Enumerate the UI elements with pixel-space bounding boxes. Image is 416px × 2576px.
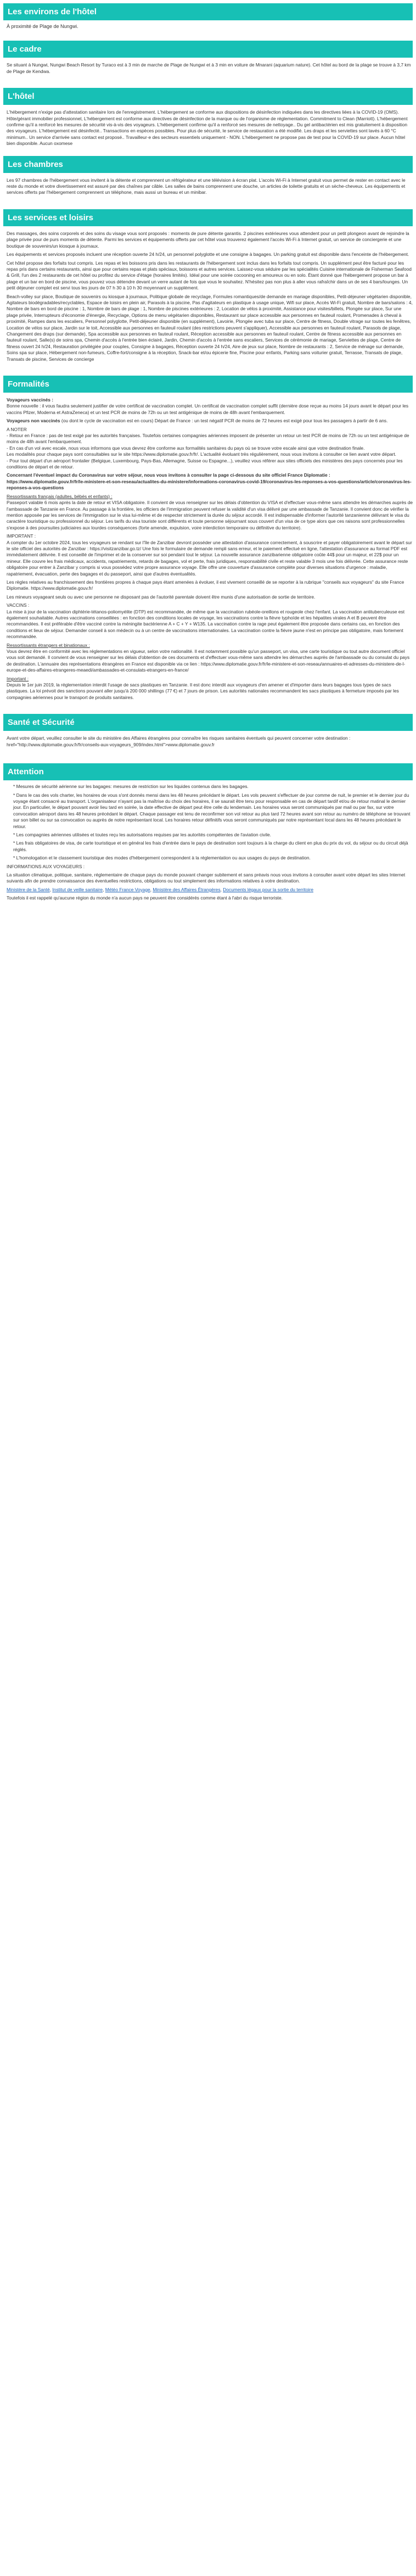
attention-item-3: * Les compagnies aériennes utilisées et toutes reçu les autorisations requises par les autorités compétentes de l'aviation civile. xyxy=(13,831,271,837)
info-text: La situation climatique, politique, sanitaire, réglementaire de chaque pays du monde pouvant changer subitement et sans préavis nous vous invitons à consulter avant votre départ les sites Internet suivants afin de prendre connaissance des éventuelles restrictions, obligations ou tout simplement des informations relatives à votre destination. xyxy=(7,871,406,884)
environs-text: À proximité de Plage de Nungwi. xyxy=(7,24,78,29)
services-text xyxy=(3,226,413,366)
regles-text: Les règles relatives au franchissement des frontières propres à chaque pays étant amenées à évoluer, il est vivement conseillé de se reporter à la rubrique "conseils aux voyageurs" du site France Diplomatie. https://www.diplomatie.gouv.fr/ xyxy=(7,579,404,591)
concernant-link[interactable]: https://www.diplomatie.gouv.fr/fr/le-ministere-et-son-reseau/actualites-du-ministere/informations-coronavirus-covid-19/coronavirus-les-reponses-a-vos-questions/article/coronavirus-les-reponses-a-vos-questions xyxy=(7,478,412,491)
section-title-cadre: Le cadre xyxy=(3,41,413,58)
ressortissants-title: Ressortissants français (adultes, bébés et enfants) : xyxy=(7,493,113,499)
nonvax-label: Voyageurs non vaccinés xyxy=(7,418,60,424)
etrangers-text: Vous devrez être en conformité avec les réglementations en vigueur, selon votre nationalité. Il est notamment possible qu'un passeport, un visa, une carte touristique ou tout autre document officiel vous soit demandé. Il convient de vous renseigner sur les délais d'obtention de ces documents et d'effectuer vous-même sans attendre les démarches auprès de l'ambassade ou du consulat du pays de destination. L'annuaire des représentations étrangères en France est disponible via ce lien : https://www.diplomatie.gouv.fr/fr/le-ministere-et-son-reseau/annuaires-et-adresses-du-ministere-de-l-europe-et-des-affaires-etrangeres-meaedi/ambassades-et-consulats-etrangers-en-france/ xyxy=(7,649,410,673)
link-documents[interactable]: Documents légaux pour la sortie du territoire xyxy=(223,886,313,892)
mineurs-text: Les mineurs voyageant seuls ou avec une personne ne disposant pas de l'autorité parentale doivent être munis d'une autorisation de sortie de territoire. xyxy=(7,594,316,600)
important2-text: Depuis le 1er juin 2019, la réglementation interdit l'usage de sacs plastiques en Tanzanie. Il est donc interdit aux voyageurs d'en amener et d'importer dans leurs bagages tous types de sacs plastiques. La loi prévoit des sanctions pouvant aller jusqu'à 200 000 shillings (77 €) et 7 jours de prison. Les autorités nationales recommandent les sacs plastiques à fermeture imposés par les compagnies aériennes pour le transport de produits sanitaires. xyxy=(7,682,399,700)
link-sante[interactable]: Ministère de la Santé xyxy=(7,886,50,892)
cadre-text xyxy=(3,58,413,82)
hotel-paragraph: L'hébergement n'exige pas d'attestation sanitaire lors de l'enregistrement. L'hébergement se conforme aux dispositions de désinfection indiquées dans les directives liées à la COVID-19 (OMS). Hôte/gérant immobilier professionnel, L'hébergement est conforme aux directives de désinfection de la marque ou de l'organisme de réglementation. Commitment to Clean (Marriott). L'hébergement confirme qu'il a renforcé les mesures de sécurité vis-à-vis des voyageurs. L'hébergement confirme qu'il a renforcé ses mesures de nettoyage.. Du gel antibactérien est mis gratuitement à disposition des voyageurs. L'hébergement est désinfecté.. Transactions en espèces possibles. Pour plus de sécurité, le service de restauration a été modifié. Les draps et les serviettes sont lavés à 60 °C minimum.. Un service d'arrivée sans contact est proposé.. Travailleur·e des secteurs essentiels uniquement - NON. L'hébergement ne propose pas de test pour la COVID-19 sur place. Aucun hôtel bien disponible. Aucun oxomese xyxy=(7,109,408,147)
vax-text: Bonne nouvelle : il vous faudra seulement justifier de votre certificat de vaccination complet. Un certificat de vaccination complet suffit (dernière dose reçue au moins 14 jours avant le départ pour les vaccins Pfizer, Moderna et AstraZeneca) et un test PCR de moins de 72h ou un test antigénique de moins de 48h avant l'embarquement. xyxy=(7,403,409,415)
services-paragraph-2: Les équipements et services proposés incluent une réception ouverte 24 h/24, un personnel polyglotte et une consigne à bagages. Un parking gratuit est disponible dans l'enceinte de l'hébergement. xyxy=(7,252,409,258)
attention-item-1: * Mesures de sécurité aérienne sur les bagages: mesures de restriction sur les liquides contenus dans les bagages. xyxy=(13,784,249,790)
hotel-text xyxy=(3,105,413,150)
section-title-services: Les services et loisirs xyxy=(3,209,413,226)
anoter-line-4: - Pour tout départ d'un aéroport frontalier (Belgique, Luxembourg, Pays-Bas, Allemagne, Suisse ou Espagne...), veuillez vous référer aux sites officiels des ministères des pays concernés pour les conditions de départ et de retour. xyxy=(7,457,403,470)
services-paragraph-3: Cet hôtel propose des forfaits tout compris. Les repas et les boissons pris dans les restaurants de l'hébergement sont inclus dans les forfaits tout compris. Un supplément peut être facturé pour les repas pris dans certains restaurants, ainsi que pour certains repas et plats spéciaux, boissons et autres services. Laissez-vous séduire par les spécialités Cuisine internationale de Fisherman Seafood & Grill, l'un des 2 restaurants de cet hôtel ou profitez du service d'étage (horaires limités). Idéal pour une soirée cocooning en amoureux ou en solo. Étant donné que l'hébergement propose un bar à plage et un bar en bord de piscine, vous pouvez vous détendre devant un verre autant de fois que vous le souhaitez. N'hésitez pas non plus à aller vous rafraîchir dans un de ses 4 bars/lounges. Un petit déjeuner complet est servi tous les jours de 07 h 30 à 10 h 30 moyennant un supplément. xyxy=(7,260,412,291)
concernant-text: Concernant l'éventuel impact du Coronavirus sur votre séjour, nous vous invitons à consulter la page ci-dessous du site officiel France Diplomatie : xyxy=(7,472,330,478)
attention-item-2: * Dans le cas des vols charter, les horaires de vous s'ont donnés mensi dans les 48 heures précédant le départ. Les vols peuvent s'effectuer de jour comme de nuit, le premier et le dernier jour du voyage étant consacré au transport. L'organisateur n'ayant pas la maîtrise du choix des horaires, il se saurait être tenu pour responsable en cas de départ tardif et/ou de retour matinal le dernier jour. En particulier, le départ pouvant avoir lieu tard en soirée, la date effective de départ peut être celle du lendemain. Les horaires vous seront communiqués par mail ou par fax, sur votre convocation aéroport dans les 48 heures précédant le départ. Chaque passager est tenu de reconfirmer son vol retour au plus tard 72 heures avant son retour au numéro de téléphone se trouvant sur son billet ou sur sa convocation ou auprès de notre représentant local. Les horaires retour définitifs vous seront communiqués par notre représentant local dans les 48 heures précédant le retour. xyxy=(13,792,411,829)
formalites-text xyxy=(3,393,413,704)
anoter-title: A NOTER xyxy=(7,426,27,432)
link-veille[interactable]: Institut de veille sanitaire xyxy=(52,886,103,892)
services-paragraph-4: Beach-volley sur place, Boutique de souvenirs ou kiosque à journaux, Politique globale de recyclage, Formules romantiques/de demande en mariage disponibles, Petit-déjeuner végétarien disponible, Agitateurs biodégradables/recyclables, Espace de loisirs en plein air, Parasols à la piscine, Pas d'agitateurs en plastique à usage unique, Wifi sur place, Accès Wi-Fi gratuit, Nombre de bars/salons : 4, Nombre de bars en bord de piscine : 1, Nombre de bars de plage : 1, Nombre de piscines extérieures : 2, Location de vélos à proximité, Assistance pour visites/billets, Plongée sur place, Sur une plage privée, Interrupteurs d'économie d'énergie, Recyclage, Options de menu végétarien disponibles, Restaurant sur place accessible aux personnes en fauteuil roulant, Promenades à cheval à proximité, Rampes dans les escaliers, Personnel polyglotte, Petit-déjeuner disponible (en supplément), Lavoirie, Plongée avec tuba sur place, Centre de fitness, Double vitrage sur toutes les fenêtres, Location de vélos sur place, Jardin sur le toit, Accessible aux personnes en fauteuil roulant (des restrictions peuvent s'appliquer), Accessible aux personnes en fauteuil roulant, Parasols de plage, Changement des draps (sur demande), Spa accessible aux personnes en fauteuil roulant, Réception accessible aux personnes en fauteuil roulant, Centre de fitness accessible aux personnes en fauteuil roulant, Salle(s) de soins spa, Chemin d'accès à l'entrée bien éclairé, Jardin, Chemin d'accès à l'entrée sans escaliers, Services de cérémonie de mariage, Serviettes de plage, Centre de fitness ouvert 24 h/24, Restauration privilégiée pour couples, Consigne à bagages, Réception ouverte 24 h/24, Aire de jeux sur place, Nombre de restaurants : 2, Service de ménage sur demande, Soins spa sur place, Hébergement non-fumeurs, Coffre-fort/consigne à la réception, Snack-bar et/ou épicerie fine, Piscine pour enfants, Parking sans voiturier gratuit, Terrasse, Transats de plage, Transats de piscine, Services de concierge xyxy=(7,293,413,362)
vax-label: Voyageurs vaccinés : xyxy=(7,397,54,403)
link-meteo[interactable]: Météo France Voyage xyxy=(105,886,150,892)
ressortissants-text: Passeport valable 6 mois après la date de retour et VISA obligatoire. Il convient de vous renseigner sur les délais d'obtention du VISA et d'effectuer vous-même sans attendre les démarches auprès de l'ambassade de Tanzanie en France. Au passage à la frontière, les officiers de l'immigration peuvent refuser la validité d'un visa délivré par une ambassade de Tanzanie. Il convient donc de vérifier la mention apposée par les services de l'immigration sur le visa lui-même et de respecter strictement la durée du séjour accordé. Il est indispensable d'informer l'autorité tanzanienne délivrant le visa du caractère touristique ou professionnel du séjour. Les tarifs du visa touriste sont différents et toute personne séjournant sous couvert d'un visa de ce type alors que ces raisons sont professionnelles s'expose à des poursuites judiciaires aux lourdes conséquences (forte amende, expulsion, voire interdiction temporaire ou définitive du territoire). xyxy=(7,500,413,530)
sante-paragraph: Avant votre départ, veuillez consulter le site du ministère des Affaires étrangères pour connaître les risques sanitaires éventuels qui peuvent concerner votre destination : href="http://www.diplomatie.gouv.fr/fr/conseils-aux-voyageurs_909/index.html">www.diplomatie.gouv.fr xyxy=(7,735,351,747)
etrangers-title: Ressortissants étrangers et binationaux : xyxy=(7,642,90,648)
attention-item-4: * Les frais obligatoires de visa, de carte touristique et en général les frais d'entrée dans le pays de destination sont toujours à la charge du client en plus du prix du vol, du séjour ou du circuit déjà réglés. xyxy=(13,840,408,852)
sante-text xyxy=(3,731,413,758)
nonvax-text: (ou dont le cycle de vaccination est en cours) Départ de France : un test négatif PCR de moins de 72 heures est exigé pour tous les passagers à partir de 6 ans. xyxy=(61,418,388,424)
chambres-text xyxy=(3,173,413,204)
info-links: Ministère de la Santé, Institut de veille sanitaire, Météo France Voyage, Ministère des Affaires Étrangères, Documents légaux pour la sortie du territoire xyxy=(7,886,313,892)
cadre-paragraph: Se situant à Nungwi, Nungwi Beach Resort by Turaco est à 3 min de marche de Plage de Nungwi et à 3 min en voiture de Mnarani (aquarium nature). Cet hôtel au bord de la plage se trouve à 3,7 km de Plage de Kendwa. xyxy=(7,62,411,74)
vaccins-title: VACCINS : xyxy=(7,602,30,608)
section-title-hotel: L'hôtel xyxy=(3,88,413,105)
final-text: Toutefois il est rappelé qu'aucune région du monde n'a aucun pays ne peuvent être considérés comme étant à l'abri du risque terroriste. xyxy=(7,895,283,901)
section-title-sante: Santé et Sécurité xyxy=(3,714,413,731)
vaccins-text: La mise à jour de la vaccination diphtérie-tétanos-poliomyélite (DTP) est recommandée, de même que la vaccination rubéole-oreillons et rougeole chez l'enfant. La vaccination antituberculeuse est également souhaitable. Autres vaccinations conseillées : en fonction des conditions locales de voyage, les vaccinations contre la fièvre typhoïde et les hépatites virales A et B peuvent être recommandées. Il est préférable d'être vacciné contre la méningite bactérienne A + C + Y + W135. La vaccination contre la rage peut également être proposée dans certains cas, en fonction des conditions et lieux de séjour. Demander conseil à son médecin ou à un centre de vaccinations internationales. La vaccination contre la fièvre jaune n'est en principe pas obligatoire, mais fortement recommandée. xyxy=(7,608,405,640)
services-paragraph-1: Des massages, des soins corporels et des soins du visage vous sont proposés : moments de pure détente garantis. 2 piscines extérieures vous attendent pour un petit plongeon avant de rejoindre la plage privée pour de purs moments de détente. Parmi les services et équipements offerts par cet hôtel vous trouverez également l'accès Wi-Fi à Internet gratuit, un service de conciergerie et une boutique de souvenirs/un kiosque à journaux. xyxy=(7,230,409,249)
anoter-line-2: - En cas d'un vol avec escale, nous vous informons que vous devrez être conforme aux formalités sanitaires du pays où se trouve votre escale ainsi que votre destination finale. xyxy=(7,445,365,451)
anoter-line-1: - Retour en France : pas de test exigé par les autorités françaises. Toutefois certaines compagnies aériennes imposent de présenter un retour un test PCR de moins de 72h ou un test antigénique de moins de 48h avant l'embarquement. xyxy=(7,433,409,445)
attention-item-5: * L'homologation et le classement touristique des modes d'hébergement correspondent à la réglementation ou aux usages du pays de destination. xyxy=(13,855,311,861)
link-affaires[interactable]: Ministère des Affaires Étrangères xyxy=(153,886,221,892)
important-text: A compter du 1er octobre 2024, tous les voyageurs se rendant sur l'île de Zanzibar devront posséder une attestation d'assurance correctement, à souscrire et payer obligatoirement avant le départ sur le site officiel des autorités de Zanzibar : https://visitzanzibar.go.tz/ Une fois le formulaire de demande rempli sans erreur, et le paiement effectué en ligne, l'attestation d'assurance au format PDF est immédiatement délivrée. Il est conseillé de l'imprimer et de la conserver sur soi pendant tout le séjour. La nouvelle assurance zanzibarienne obligatoire coûte 44$ pour un majeur, et 22$ pour un mineur. Elle couvre les frais médicaux, accidents, rapatriements, retards de bagages, vol et perte, frais juridiques, responsabilité civile et reste valable 3 mois une fois délivrée. Cette assurance reste obligatoire pour entrer à Zanzibar y compris si vous possédez votre propre assurance voyage. Elle offre une couverture d'assurance complète pour diverses situations d'urgence : maladie, rapatriement, évacuation, perte des bagages et du passeport, ainsi que d'autres éventualités. xyxy=(7,539,412,577)
page xyxy=(0,3,416,905)
attention-text xyxy=(3,780,413,905)
section-title-chambres: Les chambres xyxy=(3,156,413,173)
section-title-attention: Attention xyxy=(3,763,413,780)
anoter-line-3: Les modalités pour chaque pays sont consultables sur le site https://www.diplomatie.gouv.fr/fr/. L'actualité évoluant très régulièrement, nous vous invitons à consulter ce lien avant votre départ. xyxy=(7,451,396,457)
important-title: IMPORTANT : xyxy=(7,533,36,539)
section-title-environs: Les environs de l'hôtel xyxy=(3,3,413,20)
important2-title: Important : xyxy=(7,675,29,681)
info-title: INFORMATIONS AUX VOYAGEURS : xyxy=(7,863,85,869)
chambres-paragraph: Les 97 chambres de l'hébergement vous invitent à la détente et comprennent un réfrigérateur et une télévision à écran plat. L'accès Wi-Fi à Internet gratuit vous permet de rester en contact avec le reste du monde et votre divertissement est assuré par des chaînes par câble. Les salles de bains comprennent une douche, un articles de toilette gratuits et un sèche-cheveux. Les équipements et services offerts par l'hébergement comprennent un téléphone, mais aussi un bureau et un minibar. xyxy=(7,177,406,195)
section-title-formalites: Formalités xyxy=(3,376,413,393)
